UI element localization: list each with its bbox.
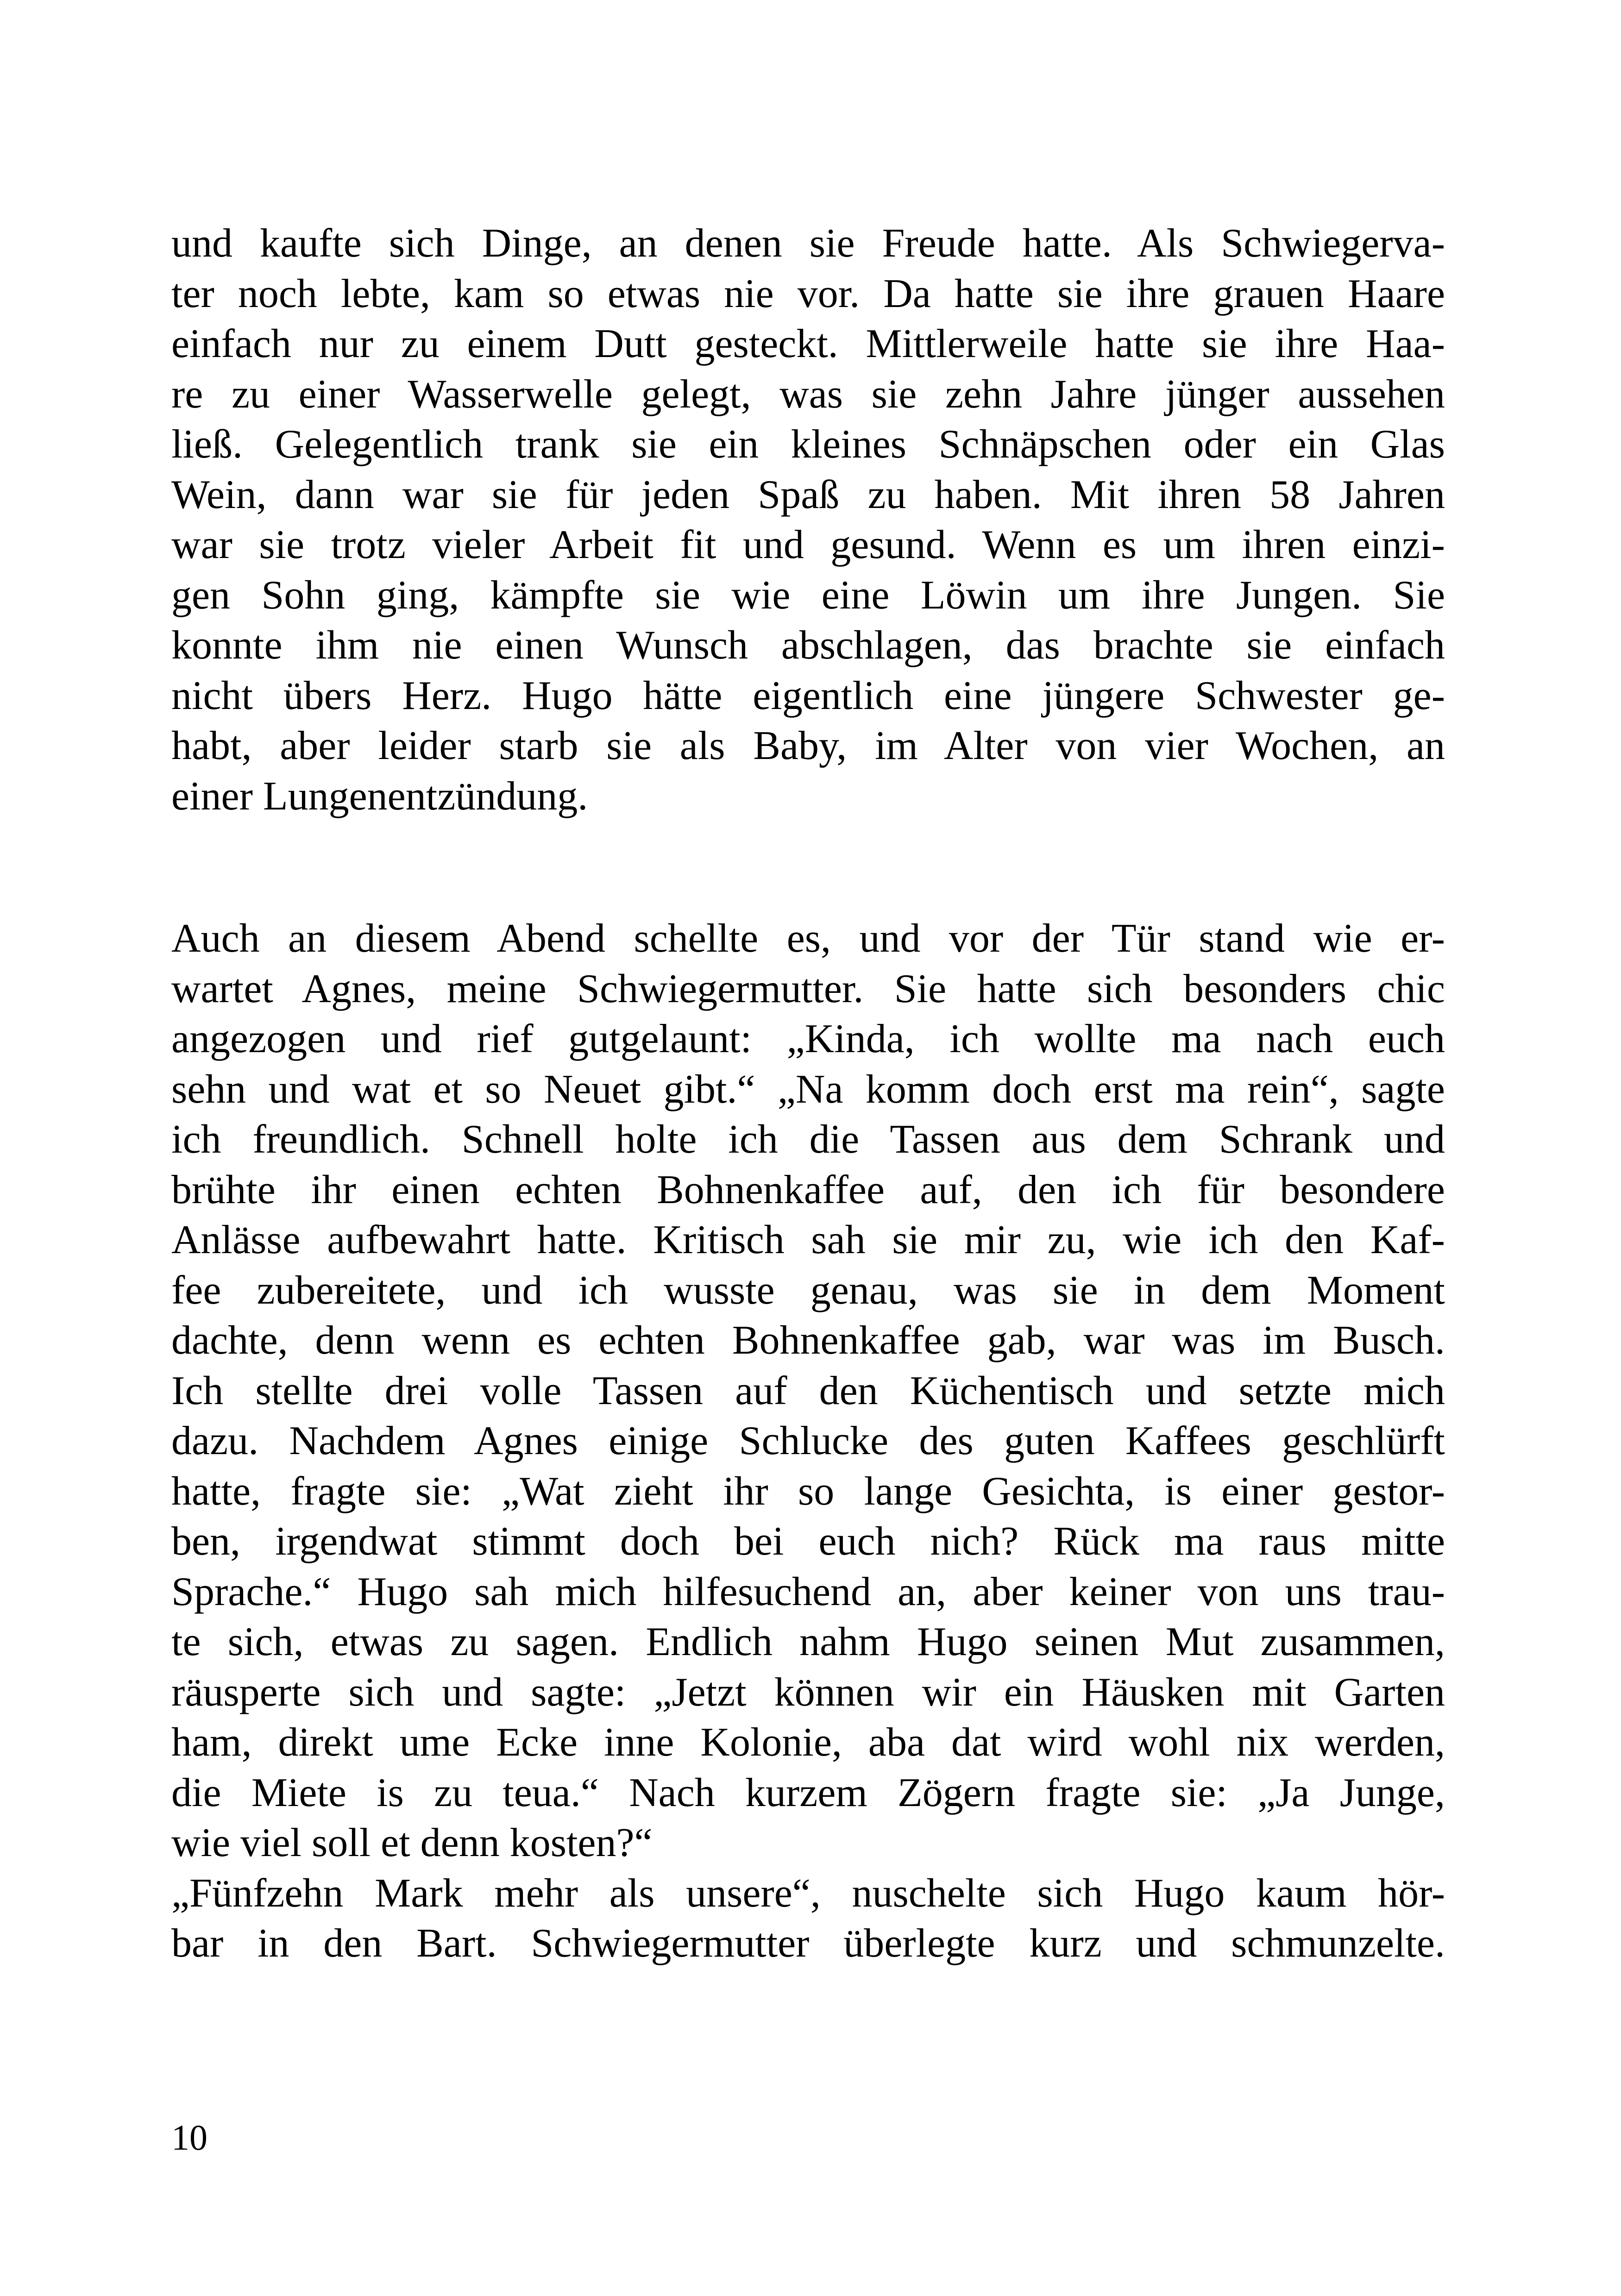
text-line: te sich, etwas zu sagen. Endlich nahm Hugo seinen Mut zusammen, [171,1619,1445,1664]
text-line: wie viel soll et denn kosten?“ [171,1820,653,1865]
text-line: ter noch lebte, kam so etwas nie vor. Da hatte sie ihre grauen Haare [171,271,1445,316]
text-line: die Miete is zu teua.“ Nach kurzem Zögern fragte sie: „Ja Junge, [171,1770,1445,1815]
text-line: sehn und wat et so Neuet gibt.“ „Na komm doch erst ma rein“, sagte [171,1066,1445,1112]
text-line: re zu einer Wasserwelle gelegt, was sie zehn Jahre jünger aussehen [171,371,1445,417]
text-line: ich freundlich. Schnell holte ich die Tassen aus dem Schrank und [171,1117,1445,1162]
text-line: angezogen und rief gutgelaunt: „Kinda, ich wollte ma nach euch [171,1016,1445,1061]
text-line: konnte ihm nie einen Wunsch abschlagen, das brachte sie einfach [171,623,1445,668]
text-line: Auch an diesem Abend schellte es, und vor der Tür stand wie er- [171,916,1445,961]
text-line: ben, irgendwat stimmt doch bei euch nich? Rück ma raus mitte [171,1519,1445,1564]
paragraph-2 [171,914,1445,1969]
text-line: bar in den Bart. Schwiegermutter überlegte kurz und schmunzelte. [171,1921,1445,1966]
text-line: fee zubereitete, und ich wusste genau, was sie in dem Moment [171,1267,1445,1313]
text-line: Wein, dann war sie für jeden Spaß zu haben. Mit ihren 58 Jahren [171,472,1445,517]
text-line: einfach nur zu einem Dutt gesteckt. Mittlerweile hatte sie ihre Haa- [171,321,1445,366]
text-line: Anlässe aufbewahrt hatte. Kritisch sah sie mir zu, wie ich den Kaf- [171,1217,1445,1262]
text-line: habt, aber leider starb sie als Baby, im Alter von vier Wochen, an [171,723,1445,768]
text-line: dachte, denn wenn es echten Bohnenkaffee gab, war was im Busch. [171,1318,1445,1363]
page-number: 10 [171,2117,207,2158]
text-line: „Fünfzehn Mark mehr als unsere“, nuschelte sich Hugo kaum hör- [171,1870,1445,1916]
text-line: hatte, fragte sie: „Wat zieht ihr so lange Gesichta, is einer gestor- [171,1468,1445,1514]
text-line: war sie trotz vieler Arbeit fit und gesund. Wenn es um ihren einzi- [171,522,1445,567]
text-line: wartet Agnes, meine Schwiegermutter. Sie hatte sich besonders chic [171,966,1445,1011]
text-line: dazu. Nachdem Agnes einige Schlucke des guten Kaffees geschlürft [171,1418,1445,1463]
text-line: ham, direkt ume Ecke inne Kolonie, aba dat wird wohl nix werden, [171,1720,1445,1765]
text-line: und kaufte sich Dinge, an denen sie Freude hatte. Als Schwiegerva- [171,221,1445,266]
text-line: nicht übers Herz. Hugo hätte eigentlich eine jüngere Schwester ge- [171,673,1445,718]
text-line: einer Lungenentzündung. [171,773,588,819]
text-line: gen Sohn ging, kämpfte sie wie eine Löwin um ihre Jungen. Sie [171,572,1445,618]
paragraph-1 [171,219,1445,822]
text-line: Sprache.“ Hugo sah mich hilfesuchend an, aber keiner von uns trau- [171,1569,1445,1614]
text-line: brühte ihr einen echten Bohnenkaffee auf, den ich für besondere [171,1167,1445,1212]
text-line: ließ. Gelegentlich trank sie ein kleines Schnäpschen oder ein Glas [171,422,1445,467]
text-line: räusperte sich und sagte: „Jetzt können wir ein Häusken mit Garten [171,1669,1445,1715]
text-line: Ich stellte drei volle Tassen auf den Küchentisch und setzte mich [171,1368,1445,1413]
